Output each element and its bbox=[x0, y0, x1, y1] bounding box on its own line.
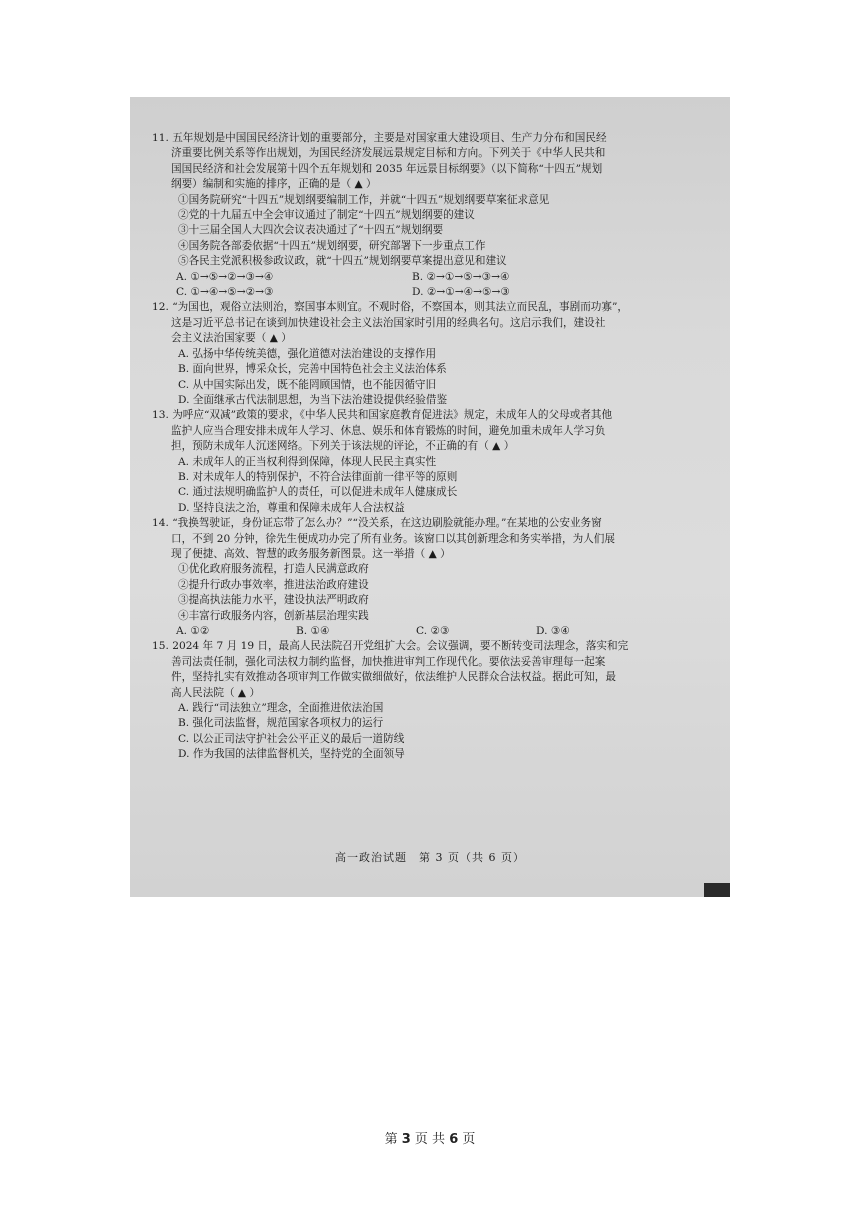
question-stem-line: 15. 2024 年 7 月 19 日，最高人民法院召开党组扩大会。会议强调，要不断转变司法理念，落实和完 bbox=[152, 640, 629, 653]
option-b: B. ①④ bbox=[296, 625, 330, 637]
question-stem-line: 12. “为国也，观俗立法则治，察国事本则宜。不观时俗，不察国本，则其法立而民乱，事剧而功寡”， bbox=[152, 301, 628, 314]
statement-item: ⑤各民主党派积极参政议政，就“十四五”规划纲要草案提出意见和建议 bbox=[178, 255, 507, 268]
option-a: A. 未成年人的正当权利得到保障，体现人民民主真实性 bbox=[178, 455, 437, 468]
option-a: A. 弘扬中华传统美德，强化道德对法治建设的支撑作用 bbox=[178, 347, 437, 360]
option-c: C. ①→④→⑤→②→③ bbox=[176, 286, 274, 299]
answer-options-row bbox=[152, 624, 722, 639]
option-a: A. ①→⑤→②→③→④ bbox=[176, 270, 274, 283]
question-stem-line: 高人民法院（ ▲ ） bbox=[171, 686, 261, 699]
statement-item: ②党的十九届五中全会审议通过了制定“十四五”规划纲要的建议 bbox=[178, 209, 475, 222]
answer-options-row bbox=[152, 285, 722, 300]
option-d: D. ③④ bbox=[536, 625, 570, 637]
question-stem-line: 这是习近平总书记在谈到加快建设社会主义法治国家时引用的经典名句。这启示我们，建设社 bbox=[171, 316, 606, 329]
option-b: B. 对未成年人的特别保护，不符合法律面前一律平等的原则 bbox=[178, 470, 458, 483]
option-c: C. 从中国实际出发，既不能罔顾国情，也不能因循守旧 bbox=[178, 378, 437, 391]
page-mid: 页 共 bbox=[414, 1132, 446, 1147]
statement-item: ①优化政府服务流程，打造人民满意政府 bbox=[178, 563, 369, 576]
question-stem-line: 现了便捷、高效、智慧的政务服务新图景。这一举措（ ▲ ） bbox=[171, 547, 451, 560]
current-page: 3 bbox=[401, 1132, 411, 1147]
page-suffix: 页 bbox=[462, 1132, 476, 1147]
question-11 bbox=[152, 131, 722, 300]
statement-item: ④国务院各部委依据“十四五”规划纲要，研究部署下一步重点工作 bbox=[178, 239, 486, 252]
question-stem-line: 国国民经济和社会发展第十四个五年规划和 2035 年远景目标纲要》（以下简称“十四五”规划 bbox=[171, 162, 603, 175]
scanned-exam-page bbox=[130, 97, 730, 897]
option-c: C. 通过法规明确监护人的责任，可以促进未成年人健康成长 bbox=[178, 486, 458, 499]
exam-page-footer: 高一政治试题 第 3 页（共 6 页） bbox=[335, 851, 525, 864]
option-c: C. 以公正司法守护社会公平正义的最后一道防线 bbox=[178, 732, 405, 745]
scan-corner-mark bbox=[704, 883, 730, 897]
option-d: D. ②→①→④→⑤→③ bbox=[412, 286, 510, 299]
option-b: B. ②→①→⑤→③→④ bbox=[412, 270, 510, 283]
question-stem-line: 件，坚持扎实有效推动各项审判工作做实做细做好，依法维护人民群众合法权益。据此可知，最 bbox=[171, 671, 616, 684]
option-b: B. 强化司法监督，规范国家各项权力的运行 bbox=[178, 717, 384, 730]
option-b: B. 面向世界，博采众长，完善中国特色社会主义法治体系 bbox=[178, 363, 447, 376]
total-pages: 6 bbox=[449, 1132, 459, 1147]
option-d: D. 全面继承古代法制思想，为当下法治建设提供经验借鉴 bbox=[178, 393, 448, 406]
question-stem-line: 济重要比例关系等作出规划，为国民经济发展远景规定目标和方向。下列关于《中华人民共和 bbox=[171, 147, 606, 160]
question-stem-line: 善司法责任制，强化司法权力制约监督，加快推进审判工作现代化。要依法妥善审理每一起案 bbox=[171, 655, 606, 668]
question-stem-line: 13. 为呼应“双减”政策的要求，《中华人民共和国家庭教育促进法》规定，未成年人的父母或者其他 bbox=[152, 409, 613, 422]
statement-item: ②提升行政办事效率，推进法治政府建设 bbox=[178, 578, 369, 591]
question-14 bbox=[152, 516, 722, 639]
statement-item: ④丰富行政服务内容，创新基层治理实践 bbox=[178, 609, 369, 622]
statement-item: ①国务院研究“十四五”规划纲要编制工作，并就“十四五”规划纲要草案征求意见 bbox=[178, 193, 550, 206]
question-13 bbox=[152, 408, 722, 516]
statement-item: ③提高执法能力水平，建设执法严明政府 bbox=[178, 594, 369, 607]
option-d: D. 坚持良法之治，尊重和保障未成年人合法权益 bbox=[178, 501, 405, 514]
question-12 bbox=[152, 300, 722, 408]
option-a: A. 践行“司法独立”理念，全面推进依法治国 bbox=[178, 702, 384, 715]
question-stem-line: 会主义法治国家要（ ▲ ） bbox=[171, 332, 292, 345]
option-d: D. 作为我国的法律监督机关，坚持党的全面领导 bbox=[178, 748, 405, 761]
option-a: A. ①② bbox=[176, 625, 210, 637]
question-stem-line: 监护人应当合理安排未成年人学习、休息、娱乐和体育锻炼的时间，避免加重未成年人学习负 bbox=[171, 424, 606, 437]
page-prefix: 第 bbox=[384, 1132, 398, 1147]
question-15 bbox=[152, 639, 722, 762]
question-stem-line: 担，预防未成年人沉迷网络。下列关于该法规的评论，不正确的有（ ▲ ） bbox=[171, 440, 515, 453]
exam-content bbox=[152, 131, 722, 763]
option-c: C. ②③ bbox=[416, 625, 450, 637]
question-stem-line: 纲要）编制和实施的排序，正确的是（ ▲ ） bbox=[171, 178, 377, 191]
question-stem-line: 11. 五年规划是中国国民经济计划的重要部分，主要是对国家重大建设项目、生产力分布和国民经 bbox=[152, 132, 607, 144]
question-stem-line: 口，不到 20 分钟，徐先生便成功办完了所有业务。该窗口以其创新理念和务实举措，为人们展 bbox=[171, 532, 615, 545]
document-page-number bbox=[0, 1128, 860, 1147]
statement-item: ③十三届全国人大四次会议表决通过了“十四五”规划纲要 bbox=[178, 224, 444, 237]
question-stem-line: 14. “我换驾驶证，身份证忘带了怎么办？”“没关系，在这边刷脸就能办理。”在某地的公安业务窗 bbox=[152, 517, 602, 530]
answer-options-row bbox=[152, 270, 722, 285]
